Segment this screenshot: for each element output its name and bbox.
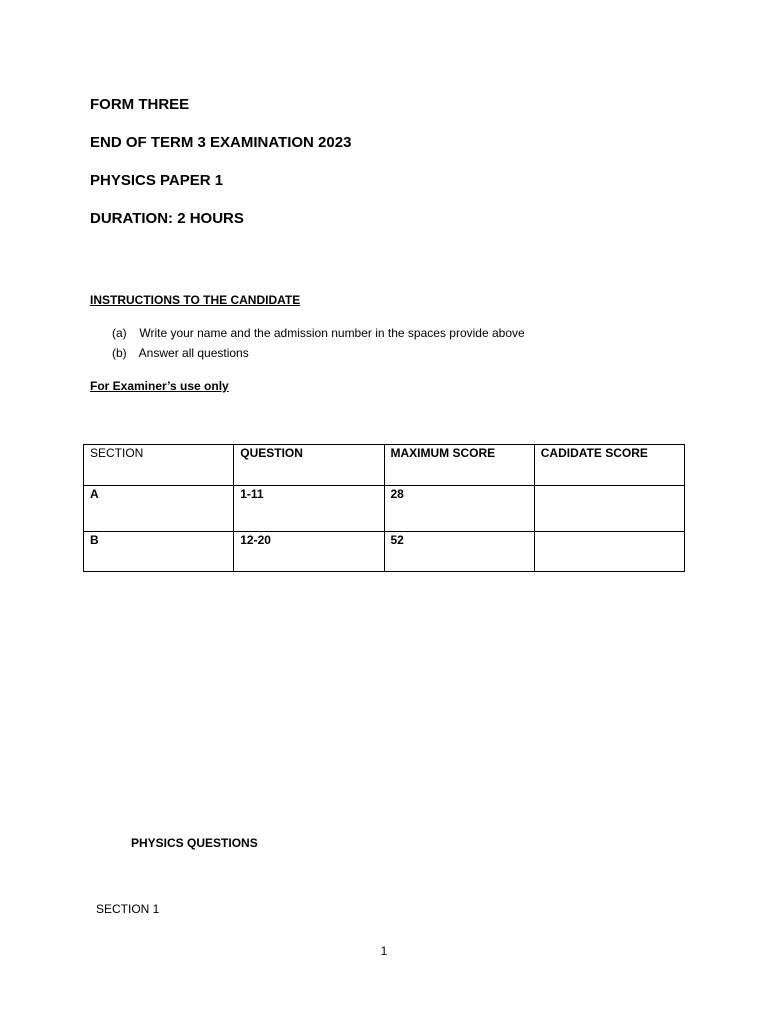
- exam-title: END OF TERM 3 EXAMINATION 2023: [90, 134, 352, 151]
- cell-candidate-score[interactable]: [534, 486, 684, 532]
- header-cell-candidate-score: CADIDATE SCORE: [534, 445, 684, 486]
- table-header-row: [84, 445, 685, 486]
- header-cell-section: SECTION: [84, 445, 234, 486]
- instructions-list: [112, 325, 525, 365]
- instruction-marker: (b): [112, 346, 127, 360]
- cell-question: 1-11: [234, 486, 384, 532]
- form-title: FORM THREE: [90, 96, 190, 113]
- questions-title: PHYSICS QUESTIONS: [131, 836, 258, 850]
- instruction-item: [112, 325, 525, 345]
- instructions-heading: INSTRUCTIONS TO THE CANDIDATE: [90, 293, 301, 307]
- cell-section: A: [84, 486, 234, 532]
- section-label: SECTION 1: [96, 902, 160, 916]
- duration-title: DURATION: 2 HOURS: [90, 210, 244, 227]
- cell-question: 12-20: [234, 532, 384, 572]
- header-cell-max-score: MAXIMUM SCORE: [384, 445, 534, 486]
- instruction-marker: (a): [112, 326, 127, 340]
- examiner-use-heading: For Examiner’s use only: [90, 379, 229, 393]
- page-number: 1: [380, 944, 388, 958]
- cell-section: B: [84, 532, 234, 572]
- table-row: [84, 532, 685, 572]
- cell-max-score: 28: [384, 486, 534, 532]
- cell-max-score: 52: [384, 532, 534, 572]
- instruction-text: Answer all questions: [138, 346, 249, 360]
- cell-candidate-score[interactable]: [534, 532, 684, 572]
- header-cell-question: QUESTION: [234, 445, 384, 486]
- instruction-text: Write your name and the admission number in the spaces provide above: [139, 326, 525, 340]
- score-table: [83, 444, 685, 572]
- instruction-item: [112, 345, 525, 365]
- paper-title: PHYSICS PAPER 1: [90, 172, 224, 189]
- table-row: [84, 486, 685, 532]
